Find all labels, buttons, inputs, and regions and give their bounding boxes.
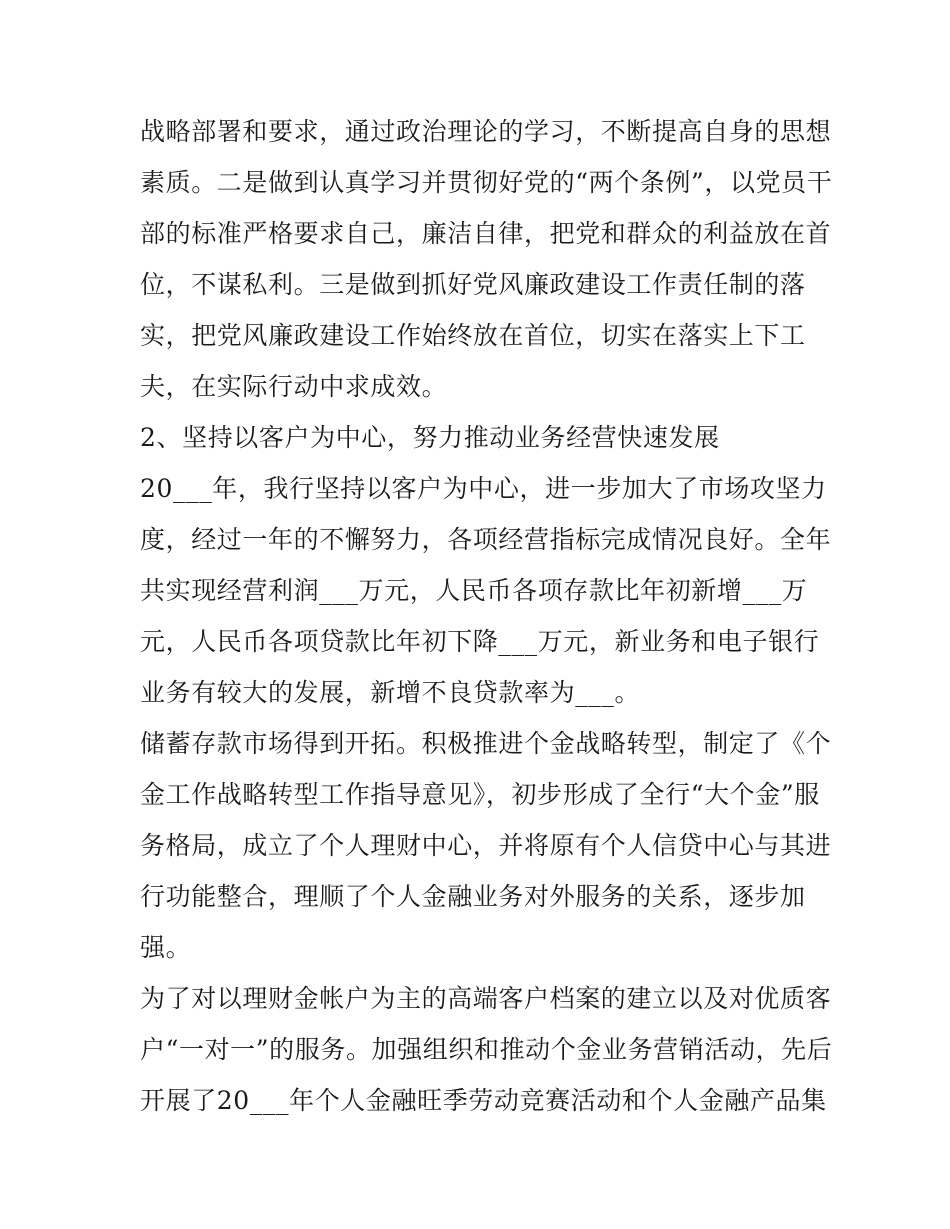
text-line: 共实现经营利润___万元，人民币各项存款比年初新增___万: [140, 576, 808, 605]
text-line: 行功能整合，理顺了个人金融业务对外服务的关系，逐步加: [140, 882, 806, 911]
section-heading: 2、坚持以客户为中心，努力推动业务经营快速发展: [140, 423, 720, 452]
text-line: 金工作战略转型工作指导意见》，初步形成了全行“大个金”服: [140, 780, 820, 809]
text-line: 部的标准严格要求自己，廉洁自律，把党和群众的利益放在首: [140, 219, 832, 248]
text-line: 务格局，成立了个人理财中心，并将原有个人信贷中心与其进: [140, 831, 832, 860]
text-line: 户“一对一”的服务。加强组织和推动个金业务营销活动，先后: [140, 1035, 833, 1064]
text-line: 战略部署和要求，通过政治理论的学习，不断提高自身的思想: [140, 117, 832, 146]
text-line: 度，经过一年的不懈努力，各项经营指标完成情况良好。全年: [140, 525, 832, 554]
text-line: 位，不谋私利。三是做到抓好党风廉政建设工作责任制的落: [140, 270, 806, 299]
text-line: 夫，在实际行动中求成效。: [140, 372, 448, 401]
text-line: 储蓄存款市场得到开拓。积极推进个金战略转型，制定了《个: [140, 729, 832, 758]
text-line: 开展了20___年个人金融旺季劳动竞赛活动和个人金融产品集: [140, 1086, 827, 1115]
text-line: 业务有较大的发展，新增不良贷款率为___。: [140, 678, 641, 707]
text-line: 元，人民币各项贷款比年初下降___万元，新业务和电子银行: [140, 627, 820, 656]
text-line: 为了对以理财金帐户为主的高端客户档案的建立以及对优质客: [140, 984, 832, 1013]
text-line: 20___年，我行坚持以客户为中心，进一步加大了市场攻坚力: [140, 474, 827, 503]
text-line: 强。: [140, 933, 192, 962]
text-line: 实，把党风廉政建设工作始终放在首位，切实在落实上下工: [140, 321, 806, 350]
text-line: 素质。二是做到认真学习并贯彻好党的“两个条例”，以党员干: [140, 168, 833, 197]
document-body: [140, 106, 833, 1126]
